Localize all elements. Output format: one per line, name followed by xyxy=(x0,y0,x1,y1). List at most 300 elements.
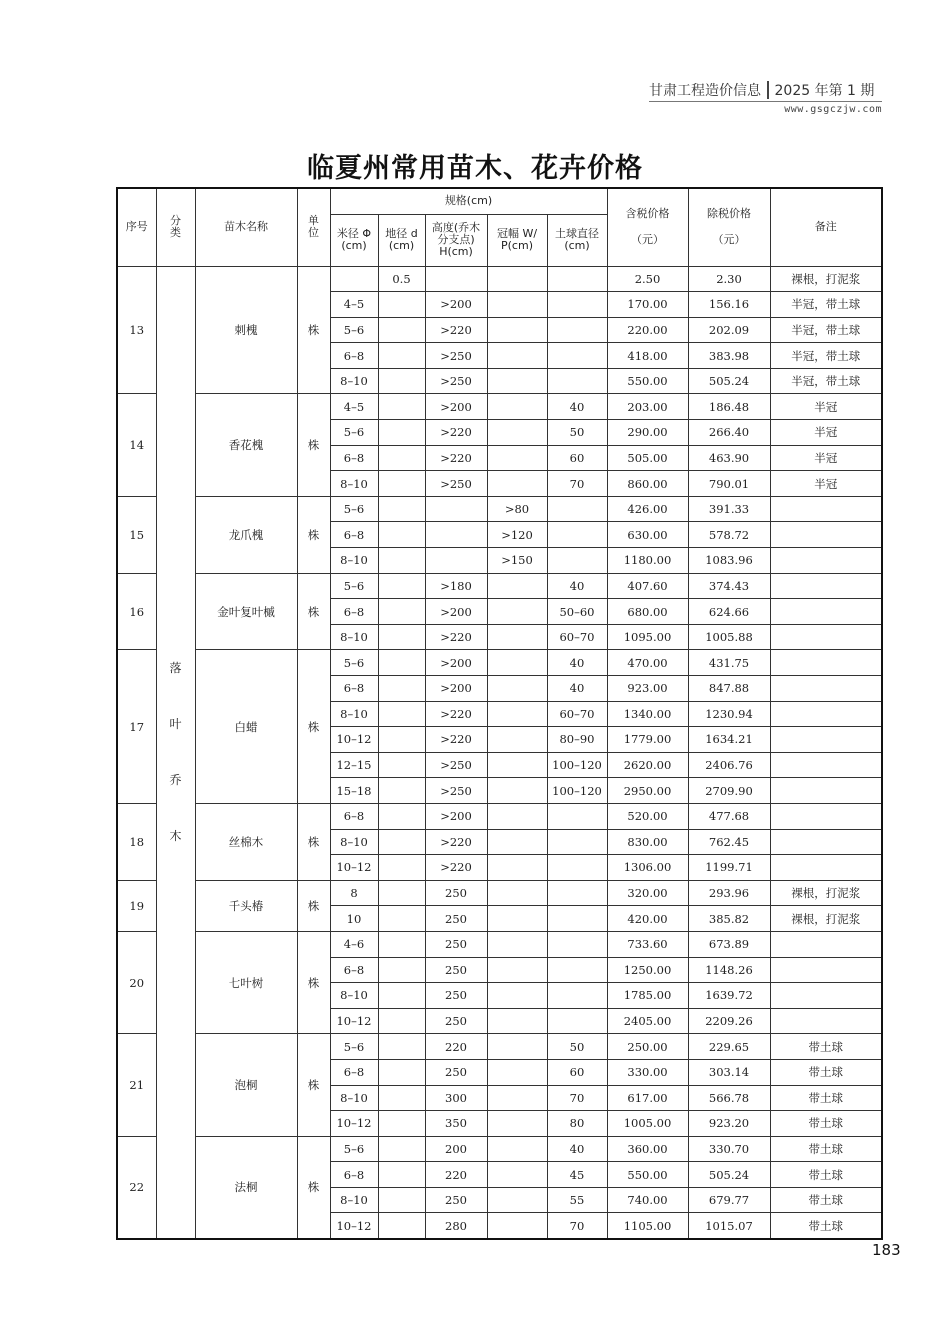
item-number: 22 xyxy=(117,1136,156,1239)
height-cell: 250 xyxy=(425,1187,487,1213)
remark-cell: 带土球 xyxy=(770,1187,882,1213)
header-name: 苗木名称 xyxy=(195,188,297,266)
plant-name: 香花槐 xyxy=(195,394,297,496)
remark-cell xyxy=(770,650,882,676)
table-row xyxy=(117,880,882,906)
dbh-cell: 5–6 xyxy=(330,1034,378,1060)
height-cell: >220 xyxy=(425,701,487,727)
price-notax-cell: 673.89 xyxy=(688,931,770,957)
price-notax-cell: 2209.26 xyxy=(688,1008,770,1034)
price-tax-cell: 203.00 xyxy=(607,394,688,420)
height-cell xyxy=(425,548,487,574)
price-tax-cell: 860.00 xyxy=(607,471,688,497)
price-tax-cell: 2950.00 xyxy=(607,778,688,804)
dbh-cell: 5–6 xyxy=(330,1136,378,1162)
remark-cell xyxy=(770,573,882,599)
item-number: 16 xyxy=(117,573,156,650)
soil-ball-cell: 70 xyxy=(547,1085,607,1111)
height-cell: >200 xyxy=(425,292,487,318)
price-notax-cell: 2709.90 xyxy=(688,778,770,804)
dbh-cell: 5–6 xyxy=(330,317,378,343)
table-row xyxy=(117,1136,882,1162)
soil-ball-cell: 60 xyxy=(547,445,607,471)
crown-cell xyxy=(487,701,547,727)
table-row xyxy=(117,394,882,420)
price-notax-cell: 186.48 xyxy=(688,394,770,420)
remark-cell: 半冠 xyxy=(770,394,882,420)
price-tax-cell: 923.00 xyxy=(607,676,688,702)
item-number: 21 xyxy=(117,1034,156,1136)
table-row xyxy=(117,496,882,522)
price-notax-cell: 266.40 xyxy=(688,420,770,446)
price-tax-cell: 1340.00 xyxy=(607,701,688,727)
height-cell: >180 xyxy=(425,573,487,599)
ground-diameter-cell xyxy=(378,1059,425,1085)
price-tax-cell: 520.00 xyxy=(607,803,688,829)
dbh-cell: 10–12 xyxy=(330,1111,378,1137)
soil-ball-cell xyxy=(547,957,607,983)
unit-cell: 株 xyxy=(297,266,330,394)
price-notax-cell: 505.24 xyxy=(688,1162,770,1188)
price-tax-cell: 1095.00 xyxy=(607,624,688,650)
crown-cell xyxy=(487,650,547,676)
price-tax-cell: 470.00 xyxy=(607,650,688,676)
header-remark: 备注 xyxy=(770,188,882,266)
issue-label: 2025 年第 1 期 xyxy=(774,83,875,99)
height-cell: >200 xyxy=(425,803,487,829)
remark-cell: 带土球 xyxy=(770,1059,882,1085)
ground-diameter-cell xyxy=(378,624,425,650)
remark-cell: 半冠，带土球 xyxy=(770,292,882,318)
soil-ball-cell xyxy=(547,983,607,1009)
crown-cell xyxy=(487,420,547,446)
price-notax-cell: 1015.07 xyxy=(688,1213,770,1239)
header-price-notax-unit: （元） xyxy=(712,233,746,247)
soil-ball-cell xyxy=(547,855,607,881)
table-row xyxy=(117,650,882,676)
soil-ball-cell: 40 xyxy=(547,394,607,420)
header-dbh: 米径 Φ (cm) xyxy=(330,214,378,266)
dbh-cell: 8–10 xyxy=(330,368,378,394)
price-notax-cell: 1005.88 xyxy=(688,624,770,650)
height-cell: >250 xyxy=(425,343,487,369)
crown-cell xyxy=(487,624,547,650)
page-number: 183 xyxy=(872,1241,901,1259)
dbh-cell: 6–8 xyxy=(330,676,378,702)
ground-diameter-cell xyxy=(378,931,425,957)
height-cell: 250 xyxy=(425,983,487,1009)
height-cell: >220 xyxy=(425,317,487,343)
remark-cell: 裸根，打泥浆 xyxy=(770,266,882,292)
dbh-cell: 8–10 xyxy=(330,701,378,727)
height-cell: 280 xyxy=(425,1213,487,1239)
soil-ball-cell xyxy=(547,317,607,343)
soil-ball-cell xyxy=(547,906,607,932)
soil-ball-cell: 100–120 xyxy=(547,778,607,804)
header-price-tax xyxy=(607,188,688,266)
soil-ball-cell: 80–90 xyxy=(547,727,607,753)
table-row xyxy=(117,931,882,957)
crown-cell: >80 xyxy=(487,496,547,522)
remark-cell xyxy=(770,1008,882,1034)
height-cell: 220 xyxy=(425,1162,487,1188)
unit-cell: 株 xyxy=(297,1136,330,1239)
soil-ball-cell xyxy=(547,368,607,394)
ground-diameter-cell xyxy=(378,778,425,804)
height-cell xyxy=(425,522,487,548)
remark-cell: 带土球 xyxy=(770,1213,882,1239)
height-cell: >220 xyxy=(425,445,487,471)
price-notax-cell: 229.65 xyxy=(688,1034,770,1060)
soil-ball-cell xyxy=(547,266,607,292)
price-notax-cell: 303.14 xyxy=(688,1059,770,1085)
soil-ball-cell: 60 xyxy=(547,1059,607,1085)
plant-name: 七叶树 xyxy=(195,931,297,1033)
ground-diameter-cell xyxy=(378,855,425,881)
price-tax-cell: 733.60 xyxy=(607,931,688,957)
crown-cell xyxy=(487,1162,547,1188)
header-rule xyxy=(649,101,882,102)
price-notax-cell: 566.78 xyxy=(688,1085,770,1111)
price-notax-cell: 1199.71 xyxy=(688,855,770,881)
remark-cell: 半冠 xyxy=(770,445,882,471)
header-no: 序号 xyxy=(117,188,156,266)
crown-cell xyxy=(487,1008,547,1034)
magazine-name: 甘肃工程造价信息 xyxy=(649,83,761,99)
plant-name: 泡桐 xyxy=(195,1034,297,1136)
ground-diameter-cell xyxy=(378,1085,425,1111)
price-tax-cell: 1005.00 xyxy=(607,1111,688,1137)
height-cell: 200 xyxy=(425,1136,487,1162)
soil-ball-cell: 40 xyxy=(547,676,607,702)
price-tax-cell: 680.00 xyxy=(607,599,688,625)
remark-cell xyxy=(770,957,882,983)
ground-diameter-cell xyxy=(378,650,425,676)
soil-ball-cell: 60–70 xyxy=(547,624,607,650)
remark-cell xyxy=(770,752,882,778)
ground-diameter-cell xyxy=(378,1162,425,1188)
unit-cell: 株 xyxy=(297,650,330,804)
height-cell: >220 xyxy=(425,727,487,753)
crown-cell: >120 xyxy=(487,522,547,548)
crown-cell xyxy=(487,266,547,292)
page-title: 临夏州常用苗木、花卉价格 xyxy=(307,153,643,184)
ground-diameter-cell xyxy=(378,573,425,599)
height-cell: >200 xyxy=(425,394,487,420)
crown-cell xyxy=(487,983,547,1009)
unit-cell: 株 xyxy=(297,573,330,650)
item-number: 20 xyxy=(117,931,156,1033)
ground-diameter-cell xyxy=(378,701,425,727)
price-tax-cell: 617.00 xyxy=(607,1085,688,1111)
dbh-cell: 5–6 xyxy=(330,573,378,599)
crown-cell xyxy=(487,1034,547,1060)
price-notax-cell: 330.70 xyxy=(688,1136,770,1162)
dbh-cell: 6–8 xyxy=(330,343,378,369)
header-height: 高度(乔木分支点) H(cm) xyxy=(425,214,487,266)
header-price-tax-label: 含税价格 xyxy=(625,207,670,221)
price-tax-cell: 250.00 xyxy=(607,1034,688,1060)
ground-diameter-cell xyxy=(378,1034,425,1060)
crown-cell xyxy=(487,1059,547,1085)
item-number: 15 xyxy=(117,496,156,573)
header-unit: 单位 xyxy=(297,188,330,266)
price-notax-cell: 202.09 xyxy=(688,317,770,343)
dbh-cell: 8–10 xyxy=(330,624,378,650)
unit-cell: 株 xyxy=(297,394,330,496)
soil-ball-cell xyxy=(547,496,607,522)
remark-cell xyxy=(770,931,882,957)
crown-cell xyxy=(487,1136,547,1162)
header-ground-diameter: 地径 d (cm) xyxy=(378,214,425,266)
crown-cell xyxy=(487,803,547,829)
price-tax-cell: 360.00 xyxy=(607,1136,688,1162)
dbh-cell: 10 xyxy=(330,906,378,932)
ground-diameter-cell xyxy=(378,522,425,548)
price-tax-cell: 1250.00 xyxy=(607,957,688,983)
soil-ball-cell: 50 xyxy=(547,1034,607,1060)
price-tax-cell: 418.00 xyxy=(607,343,688,369)
price-notax-cell: 156.16 xyxy=(688,292,770,318)
table-row xyxy=(117,1034,882,1060)
dbh-cell: 12–15 xyxy=(330,752,378,778)
crown-cell xyxy=(487,957,547,983)
price-tax-cell: 220.00 xyxy=(607,317,688,343)
crown-cell xyxy=(487,778,547,804)
ground-diameter-cell xyxy=(378,752,425,778)
remark-cell: 带土球 xyxy=(770,1085,882,1111)
height-cell: 250 xyxy=(425,906,487,932)
price-notax-cell: 624.66 xyxy=(688,599,770,625)
header-crown: 冠幅 W/ P(cm) xyxy=(487,214,547,266)
ground-diameter-cell xyxy=(378,317,425,343)
soil-ball-cell xyxy=(547,803,607,829)
soil-ball-cell xyxy=(547,880,607,906)
plant-name: 法桐 xyxy=(195,1136,297,1239)
soil-ball-cell xyxy=(547,343,607,369)
dbh-cell: 8–10 xyxy=(330,548,378,574)
header-price-notax xyxy=(688,188,770,266)
price-notax-cell: 1083.96 xyxy=(688,548,770,574)
remark-cell: 裸根，打泥浆 xyxy=(770,880,882,906)
soil-ball-cell: 50 xyxy=(547,420,607,446)
remark-cell xyxy=(770,496,882,522)
price-notax-cell: 374.43 xyxy=(688,573,770,599)
height-cell: 250 xyxy=(425,931,487,957)
remark-cell xyxy=(770,983,882,1009)
item-number: 17 xyxy=(117,650,156,804)
unit-cell: 株 xyxy=(297,1034,330,1136)
soil-ball-cell xyxy=(547,931,607,957)
price-notax-cell: 1230.94 xyxy=(688,701,770,727)
header-spec: 规格(cm) xyxy=(330,188,607,214)
website-url: www.gsgczjw.com xyxy=(784,104,882,115)
remark-cell xyxy=(770,599,882,625)
price-tax-cell: 426.00 xyxy=(607,496,688,522)
price-tax-cell: 740.00 xyxy=(607,1187,688,1213)
price-notax-cell: 1634.21 xyxy=(688,727,770,753)
price-tax-cell: 1306.00 xyxy=(607,855,688,881)
dbh-cell: 6–8 xyxy=(330,445,378,471)
remark-cell: 半冠，带土球 xyxy=(770,317,882,343)
header-category: 分类 xyxy=(156,188,195,266)
height-cell: >250 xyxy=(425,752,487,778)
ground-diameter-cell xyxy=(378,599,425,625)
remark-cell xyxy=(770,548,882,574)
dbh-cell: 5–6 xyxy=(330,496,378,522)
crown-cell xyxy=(487,599,547,625)
height-cell: >250 xyxy=(425,368,487,394)
price-notax-cell: 1639.72 xyxy=(688,983,770,1009)
unit-cell: 株 xyxy=(297,931,330,1033)
dbh-cell: 6–8 xyxy=(330,1059,378,1085)
height-cell: >220 xyxy=(425,420,487,446)
price-notax-cell: 762.45 xyxy=(688,829,770,855)
plant-name: 丝棉木 xyxy=(195,803,297,880)
price-tax-cell: 1785.00 xyxy=(607,983,688,1009)
price-tax-cell: 2.50 xyxy=(607,266,688,292)
dbh-cell: 10–12 xyxy=(330,855,378,881)
ground-diameter-cell: 0.5 xyxy=(378,266,425,292)
table-row xyxy=(117,266,882,292)
price-table xyxy=(116,187,883,1240)
remark-cell xyxy=(770,624,882,650)
price-tax-cell: 407.60 xyxy=(607,573,688,599)
crown-cell: >150 xyxy=(487,548,547,574)
item-number: 13 xyxy=(117,266,156,394)
unit-cell: 株 xyxy=(297,496,330,573)
item-number: 19 xyxy=(117,880,156,931)
ground-diameter-cell xyxy=(378,1187,425,1213)
ground-diameter-cell xyxy=(378,957,425,983)
dbh-cell: 5–6 xyxy=(330,420,378,446)
remark-cell xyxy=(770,522,882,548)
dbh-cell: 10–12 xyxy=(330,727,378,753)
price-tax-cell: 2620.00 xyxy=(607,752,688,778)
height-cell: >250 xyxy=(425,471,487,497)
soil-ball-cell xyxy=(547,829,607,855)
crown-cell xyxy=(487,727,547,753)
plant-name: 白蜡 xyxy=(195,650,297,804)
plant-name: 刺槐 xyxy=(195,266,297,394)
dbh-cell: 8–10 xyxy=(330,1085,378,1111)
dbh-cell: 4–5 xyxy=(330,394,378,420)
ground-diameter-cell xyxy=(378,880,425,906)
ground-diameter-cell xyxy=(378,548,425,574)
price-notax-cell: 923.20 xyxy=(688,1111,770,1137)
dbh-cell: 4–5 xyxy=(330,292,378,318)
dbh-cell: 8 xyxy=(330,880,378,906)
price-notax-cell: 2.30 xyxy=(688,266,770,292)
header-soil-ball: 土球直径(cm) xyxy=(547,214,607,266)
crown-cell xyxy=(487,573,547,599)
ground-diameter-cell xyxy=(378,445,425,471)
soil-ball-cell xyxy=(547,548,607,574)
soil-ball-cell xyxy=(547,292,607,318)
header-price-notax-label: 除税价格 xyxy=(707,207,751,221)
remark-cell: 带土球 xyxy=(770,1162,882,1188)
dbh-cell: 5–6 xyxy=(330,650,378,676)
height-cell: 250 xyxy=(425,957,487,983)
price-tax-cell: 630.00 xyxy=(607,522,688,548)
price-table-body xyxy=(117,266,882,1239)
soil-ball-cell: 70 xyxy=(547,471,607,497)
height-cell: 350 xyxy=(425,1111,487,1137)
height-cell xyxy=(425,496,487,522)
header-price-tax-unit: （元） xyxy=(631,233,664,247)
dbh-cell: 8–10 xyxy=(330,829,378,855)
remark-cell xyxy=(770,829,882,855)
price-tax-cell: 1180.00 xyxy=(607,548,688,574)
dbh-cell: 6–8 xyxy=(330,522,378,548)
dbh-cell: 8–10 xyxy=(330,983,378,1009)
price-tax-cell: 830.00 xyxy=(607,829,688,855)
soil-ball-cell: 40 xyxy=(547,1136,607,1162)
crown-cell xyxy=(487,471,547,497)
price-tax-cell: 1105.00 xyxy=(607,1213,688,1239)
price-tax-cell: 550.00 xyxy=(607,368,688,394)
price-notax-cell: 383.98 xyxy=(688,343,770,369)
height-cell: >200 xyxy=(425,599,487,625)
soil-ball-cell: 80 xyxy=(547,1111,607,1137)
price-notax-cell: 391.33 xyxy=(688,496,770,522)
dbh-cell: 8–10 xyxy=(330,1187,378,1213)
ground-diameter-cell xyxy=(378,420,425,446)
remark-cell xyxy=(770,855,882,881)
crown-cell xyxy=(487,317,547,343)
ground-diameter-cell xyxy=(378,1136,425,1162)
price-notax-cell: 1148.26 xyxy=(688,957,770,983)
price-notax-cell: 505.24 xyxy=(688,368,770,394)
soil-ball-cell: 45 xyxy=(547,1162,607,1188)
dbh-cell: 4–6 xyxy=(330,931,378,957)
ground-diameter-cell xyxy=(378,1008,425,1034)
ground-diameter-cell xyxy=(378,496,425,522)
crown-cell xyxy=(487,880,547,906)
crown-cell xyxy=(487,368,547,394)
price-tax-cell: 550.00 xyxy=(607,1162,688,1188)
remark-cell: 半冠 xyxy=(770,471,882,497)
table-row xyxy=(117,573,882,599)
magazine-header xyxy=(649,80,882,100)
ground-diameter-cell xyxy=(378,471,425,497)
price-notax-cell: 790.01 xyxy=(688,471,770,497)
dbh-cell: 8–10 xyxy=(330,471,378,497)
soil-ball-cell xyxy=(547,522,607,548)
crown-cell xyxy=(487,445,547,471)
soil-ball-cell: 40 xyxy=(547,650,607,676)
remark-cell: 半冠，带土球 xyxy=(770,343,882,369)
remark-cell: 裸根，打泥浆 xyxy=(770,906,882,932)
soil-ball-cell xyxy=(547,1008,607,1034)
soil-ball-cell: 40 xyxy=(547,573,607,599)
ground-diameter-cell xyxy=(378,676,425,702)
dbh-cell: 10–12 xyxy=(330,1213,378,1239)
crown-cell xyxy=(487,292,547,318)
crown-cell xyxy=(487,394,547,420)
ground-diameter-cell xyxy=(378,394,425,420)
price-tax-cell: 170.00 xyxy=(607,292,688,318)
price-notax-cell: 679.77 xyxy=(688,1187,770,1213)
unit-cell: 株 xyxy=(297,880,330,931)
height-cell: 250 xyxy=(425,1059,487,1085)
price-notax-cell: 477.68 xyxy=(688,803,770,829)
dbh-cell: 6–8 xyxy=(330,957,378,983)
height-cell: 250 xyxy=(425,1008,487,1034)
ground-diameter-cell xyxy=(378,368,425,394)
dbh-cell: 6–8 xyxy=(330,803,378,829)
ground-diameter-cell xyxy=(378,1111,425,1137)
